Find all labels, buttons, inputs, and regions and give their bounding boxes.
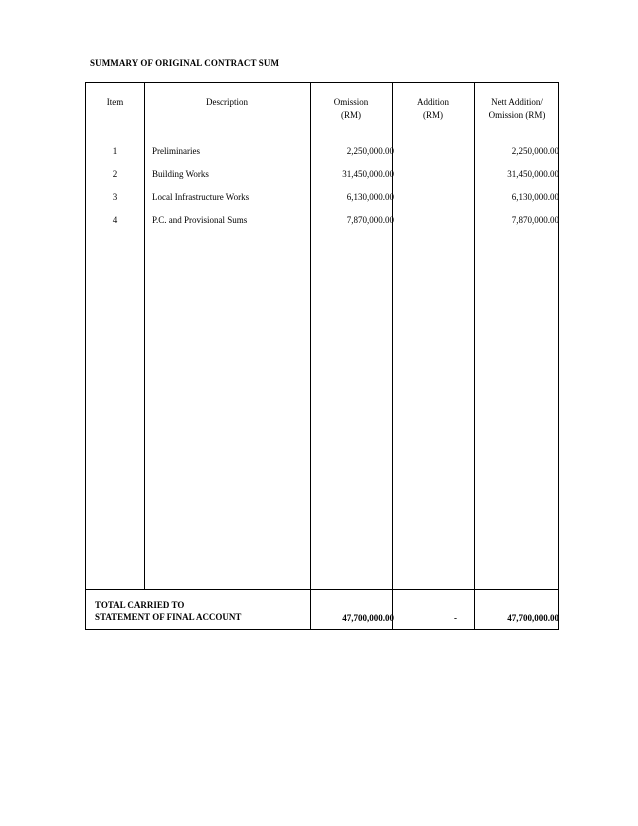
column-divider-item: [144, 83, 145, 589]
row-omission: 7,870,000.00: [346, 215, 394, 225]
row-omission: 6,130,000.00: [346, 192, 394, 202]
total-row: [86, 599, 558, 627]
row-omission: 31,450,000.00: [342, 169, 394, 179]
header-addition: Addition (RM): [416, 97, 449, 120]
row-item: 1: [112, 146, 118, 156]
header-omission: Omission (RM): [333, 97, 369, 120]
table-row: [86, 168, 558, 180]
total-label: TOTAL CARRIED TO STATEMENT OF FINAL ACCOUNT: [95, 600, 242, 622]
row-description: Local Infrastructure Works: [152, 192, 250, 202]
row-item: 3: [112, 192, 118, 202]
table-row: [86, 145, 558, 157]
row-omission: 2,250,000.00: [346, 146, 394, 156]
summary-table: [85, 82, 559, 630]
row-nett: 2,250,000.00: [511, 146, 559, 156]
row-nett: 31,450,000.00: [507, 169, 559, 179]
row-nett: 7,870,000.00: [511, 215, 559, 225]
total-addition: -: [454, 613, 457, 623]
header-item: Item: [106, 97, 124, 107]
row-item: 4: [112, 215, 118, 225]
row-item: 2: [112, 169, 118, 179]
column-divider-omission: [392, 83, 393, 629]
row-nett: 6,130,000.00: [511, 192, 559, 202]
total-omission: 47,700,000.00: [342, 613, 394, 623]
table-row: [86, 214, 558, 226]
table-row: [86, 191, 558, 203]
header-description: Description: [206, 97, 248, 107]
row-description: Building Works: [152, 169, 209, 179]
header-nett: Nett Addition/ Omission (RM): [488, 97, 546, 120]
column-divider-description: [310, 83, 311, 629]
total-nett: 47,700,000.00: [507, 613, 559, 623]
row-description: P.C. and Provisional Sums: [152, 215, 248, 225]
row-description: Preliminaries: [152, 146, 200, 156]
total-divider: [86, 589, 558, 590]
column-divider-addition: [474, 83, 475, 629]
page-title: SUMMARY OF ORIGINAL CONTRACT SUM: [90, 58, 280, 68]
